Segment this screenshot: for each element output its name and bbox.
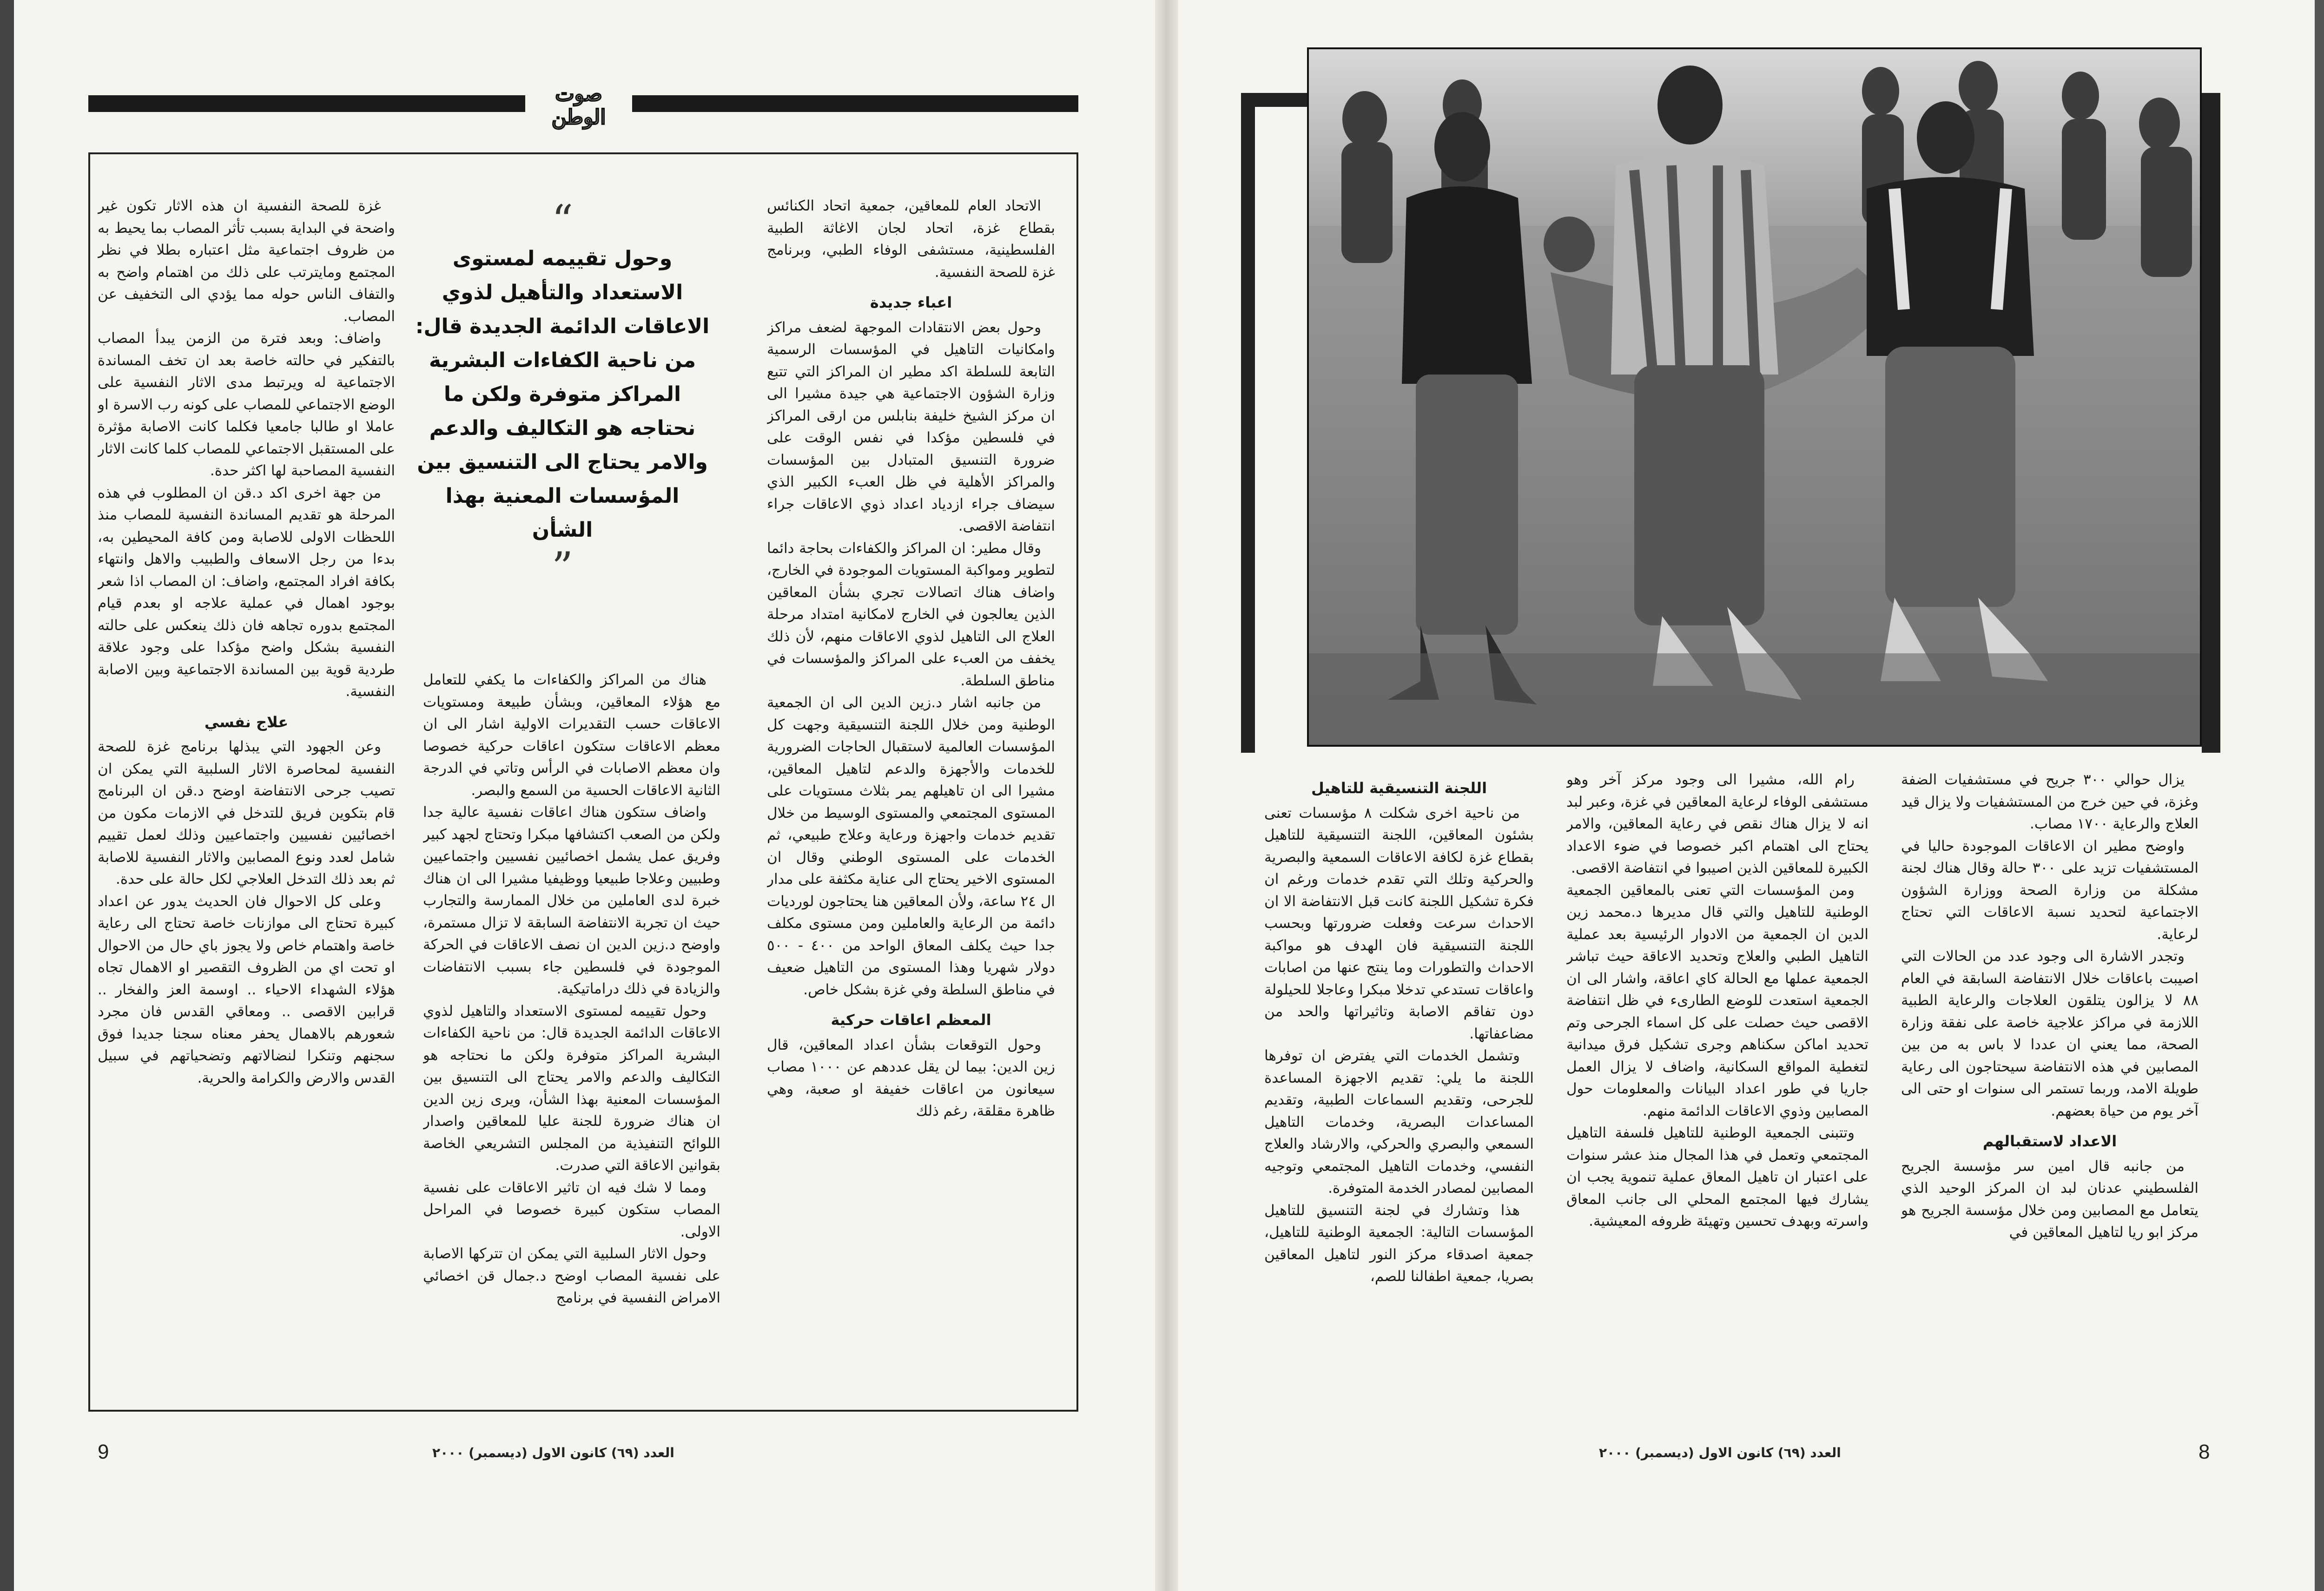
article-paragraph: وحول التوقعات بشأن اعداد المعاقين، قال زين الدين: بيما لن يقل عددهم عن ١٠٠٠ مصاب سيعانون من اعاقات خفيفة او صعبة، وهي ظاهرة مقلقة، رغم ذلك (767, 1036, 1055, 1119)
article-column-middle (423, 669, 720, 1413)
section-subheading: علاج نفسي (204, 713, 289, 731)
article-paragraph: هذا وتشارك في لجنة التنسيق للتاهيل المؤسسات التالية: الجمعية الوطنية للتاهيل، جمعية اصدقاء مركز النور لتاهيل المعاقين بصريا، جمعية اطفالنا للصم، (1264, 1202, 1534, 1285)
article-column-left-right-page (1264, 769, 1534, 1429)
issue-line: العدد (٦٩) كانون الاول (ديسمبر) ٢٠٠٠ (432, 1445, 674, 1460)
section-subheading: اللجنة التنسيقية للتاهيل (1311, 779, 1487, 797)
quote-open-mark: “ (551, 196, 573, 245)
article-paragraph: من ناحية اخرى شكلت ٨ مؤسسات تعنى بشئون المعاقين، اللجنة التنسيقية للتاهيل بقطاع غزة لكافة الاعاقات السمعية والبصرية والحركية وتلك التي تقدم خدمات ورغم ان فكرة تشكيل اللجنة كانت قبل الانتفاضة الا ان الاحداث سرعت وفعلت ضرورتها وبحسب اللجنة التنسيقية فان الهدف هو مواكبة الاحداث والتطورات وما ينتج عنها من اصابات واعاقات تستدعي تدخلا مبكرا وعاجلا للحيلولة دون تفاقم الاصابة وتاثيراتها والحد من مضاعفاتها. (1264, 804, 1534, 1042)
article-paragraph: من جانبه اشار د.زين الدين الى ان الجمعية الوطنية ومن خلال اللجنة التنسيقية وجهت كل المؤسسات العالمية لاستقبال الحاجات الضرورية للخدمات والأجهزة والدعم لتاهيل المعاقين، مشيرا الى ان تاهيلهم يمر بثلاث مستويات على المستوى المجتمعي والمستوى الوسيط من خلال تقديم خدمات واجهزة ورعاية وعلاج طبيعي، ثم الخدمات على المستوى الوطني وقال ان المستوى الاخير يحتاج الى عناية مكثفة على مدار ال ٢٤ ساعة، ولأن المعاقين هنا يحتاجون لورديات دائمة من الرعاية والعاملين ومن مستوى مكلف جدا حيث يكلف المعاق الواحد من ٤٠٠ - ٥٠٠ دولار شهريا وهذا المستوى من التاهيل ضعيف في مناطق السلطة وفي غزة بشكل خاص. (767, 694, 1055, 998)
scan-edge-left (0, 0, 14, 1591)
article-paragraph: رام الله، مشيرا الى وجود مركز آخر وهو مستشفى الوفاء لرعاية المعاقين في غزة، وعبر لبد انه لا يزال هناك نقص في رعاية المعاقين، والامر يحتاج الى اهتمام اكبر خصوصا في ضوء الاعداد الكبيرة للمعاقين الذين اصيبوا في انتفاضة الاقصى. (1566, 771, 1868, 876)
article-paragraph: وتجدر الاشارة الى وجود عدد من الحالات التي اصيبت باعاقات خلال الانتفاضة السابقة في العام ٨٨ لا يزالون يتلقون العلاجات والرعاية الطبية اللازمة في مراكز علاجية خاصة على نفقة وزارة الصحة، مما يعني ان عددا لا باس به من بين المصابين في هذه الانتفاضة سيحتاجون الى رعاية طويلة الامد، وربما تستمر الى سنوات او حتى الى آخر يوم من حياة بعضهم. (1901, 948, 2199, 1119)
article-paragraph: وعن الجهود التي يبذلها برنامج غزة للصحة النفسية لمحاصرة الاثار السلبية التي يمكن ان تصيب جرحى الانتفاضة اوضح د.قن ان البرنامج قام بتكوين فريق للتدخل في الازمات مكون من اخصائيين نفسيين واجتماعيين وذلك لعمل تقييم شامل لعدد ونوع المصابين والاثار النفسية للاصابة ثم بعد ذلك التدخل العلاجي لكل حالة على حدة. (98, 738, 395, 888)
article-paragraph: وتشمل الخدمات التي يفترض ان توفرها اللجنة ما يلي: تقديم الاجهزة المساعدة للجرحى، وتقديم السماعات الطبية، وتقديم المساعدات البصرية، وخدمات التاهيل السمعي والبصري والحركي، والارشاد والعلاج النفسي، وخدمات التاهيل المجتمعي وتوجيه المصابين لمصادر الخدمة المتوفرة. (1264, 1047, 1534, 1197)
issue-line-right: العدد (٦٩) كانون الاول (ديسمبر) ٢٠٠٠ (1599, 1445, 1841, 1460)
article-paragraph: وحول تقييمه لمستوى الاستعداد والتاهيل لذوي الاعاقات الدائمة الجديدة قال: من ناحية الكفاءات البشرية المراكز متوفرة ولكن ما نحتاجه هو التكاليف والدعم والامر يحتاج الى التنسيق بين المؤسسات المعنية بهذا الشأن، ويرى زين الدين ان هناك ضرورة للجنة عليا للمعاقين واصدار اللوائح التنفيذية من المجلس التشريعي الخاصة بقوانين الاعاقة التي صدرت. (423, 1002, 720, 1174)
article-paragraph: هناك من المراكز والكفاءات ما يكفي للتعامل مع هؤلاء المعاقين، وبشأن طبيعة ومستويات الاعاقات حسب التقديرات الاولية اشار الى ان معظم الاعاقات ستكون اعاقات حركية خصوصا وان معظم الاصابات في الرأس وتاتي في الدرجة الثانية الاعاقات الحسية من السمع والبصر. (423, 671, 720, 799)
logo-line-2: الوطن (551, 105, 606, 129)
photo-frame-right (2202, 93, 2220, 753)
article-paragraph: واوضح مطير ان الاعاقات الموجودة حاليا في المستشفيات تزيد على ٣٠٠ حالة وقال هناك لجنة مشكلة من وزارة الصحة ووزارة الشؤون الاجتماعية لتحديد نسبة الاعاقات التي تحتاج لرعاية. (1901, 837, 2199, 943)
article-paragraph: وتتبنى الجمعية الوطنية للتاهيل فلسفة التاهيل المجتمعي وتعمل في هذا المجال منذ عشر سنوات على اعتبار ان تاهيل المعاق عملية تنموية يجب ان يشارك فيها المجتمع المحلي الى جانب المعاق واسرته وبهدف تحسين وتهيئة ظروفه المعيشية. (1566, 1124, 1868, 1229)
section-subheading: المعظم اعاقات حركية (831, 1011, 991, 1029)
page-number-right: 8 (2199, 1440, 2210, 1463)
photo-frame-left (1241, 93, 1255, 753)
scan-edge-right (2315, 0, 2324, 1591)
quote-close-mark: ” (551, 543, 573, 592)
photo-image (1309, 49, 2200, 745)
page-number: 9 (98, 1440, 109, 1463)
article-paragraph: غزة للصحة النفسية ان هذه الاثار تكون غير واضحة في البداية بسبب تأثر المصاب بما يحيط به من ظروف اجتماعية مثل اعتباره بطلا في نظر المجتمع ومايترتب على ذلك من اهتمام واضح به والتفاف الناس حوله مما يؤدي الى التخفيف عن المصاب. (98, 197, 395, 325)
magazine-logo (525, 78, 632, 134)
article-column-right (767, 195, 1055, 1413)
article-paragraph: من جهة اخرى اكد د.قن ان المطلوب في هذه المرحلة هو تقديم المساندة النفسية للمصاب منذ اللحظات الاولى للاصابة ومن كافة المحيطين به، بدءا من رجل الاسعاف والطبيب والاهل وانتهاء بكافة افراد المجتمع، واضاف: ان المصاب اذا شعر بوجود اهمال في عملية علاجه او بعدم قيام المجتمع بدوره تجاهه فان ذلك ينعكس على حالته النفسية بشكل واضح مؤكدا على وجود علاقة طردية قوية بين المساندة الاجتماعية وبين الاصابة النفسية. (98, 484, 395, 700)
article-paragraph: وحول بعض الانتقادات الموجهة لضعف مراكز وامكانيات التاهيل في المؤسسات الرسمية التابعة للسلطة اكد مطير ان المراكز التي تتبع وزارة الشؤون الاجتماعية هي جيدة مشيرا الى ان مركز الشيخ خليفة بنابلس من ارقى المراكز في فلسطين مؤكدا في نفس الوقت على ضرورة التنسيق المتبادل بين المؤسسات والمراكز الأهلية في ظل العبء الكبير الذي سيضاف جراء ازدياد اعداد ذوي الاعاقات جراء انتفاضة الاقصى. (767, 319, 1055, 534)
section-subheading: الاعداد لاستقبالهم (1982, 1132, 2117, 1150)
article-paragraph: واضاف ستكون هناك اعاقات نفسية عالية جدا ولكن من الصعب اكتشافها مبكرا وتحتاج لجهد كبير وفريق عمل يشمل اخصائيين نفسيين واجتماعيين وطبيين وعلاجا طبيعيا ووظيفيا مشيرا الى ان هناك خبرة لدى العاملين من خلال الممارسة والتجارب حيث ان تجربة الانتفاضة السابقة لا تزال مستمرة، واوضح د.زين الدين ان نصف الاعاقات في الحركة الموجودة في فلسطين جاء بسبب الانتفاضات والزيادة في ذلك دراماتيكية. (423, 804, 720, 997)
article-paragraph: يزال حوالي ٣٠٠ جريح في مستشفيات الضفة وغزة، في حين خرج من المستشفيات ولا يزال قيد العلاج والرعاية ١٧٠٠ مصاب. (1901, 771, 2199, 832)
logo-line-1: صوت (555, 82, 602, 106)
pull-quote (414, 196, 711, 664)
article-column-left (98, 195, 395, 1413)
left-page (14, 0, 1155, 1591)
section-subheading: اعباء جديدة (870, 294, 952, 311)
article-column-right-right-page (1901, 769, 2199, 1429)
article-paragraph: وحول الاثار السلبية التي يمكن ان تتركها الاصابة على نفسية المصاب اوضح د.جمال قن اخصائي الامراض النفسية في برنامج (423, 1245, 720, 1306)
article-paragraph: الاتحاد العام للمعاقين، جمعية اتحاد الكنائس بقطاع غزة، اتحاد لجان الاغاثة الطبية الفلسطينية، مستشفى الوفاء الطبي، وبرنامج غزة للصحة النفسية. (767, 197, 1055, 281)
article-column-middle-right-page (1566, 769, 1868, 1429)
article-paragraph: من جانبه قال امين سر مؤسسة الجريح الفلسطيني عدنان لبد ان المركز الوحيد الذي يتعامل مع المصابين ومن خلال مؤسسة الجريح هو مركز ابو ريا لتاهيل المعاقين في (1901, 1157, 2199, 1241)
pull-quote-text: وحول تقييمه لمستوى الاستعداد والتأهيل لذوي الاعاقات الدائمة الجديدة قال: من ناحية الكفاءات البشرية المراكز متوفرة ولكن ما نحتاجه هو التكاليف والدعم والامر يحتاج الى التنسيق بين المؤسسات المعنية بهذا الشأن (415, 247, 710, 542)
spine-gutter (1155, 0, 1178, 1591)
article-paragraph: وقال مطير: ان المراكز والكفاءات بحاجة دائما لتطوير ومواكبة المستويات الموجودة في الخارج، واضاف هناك اتصالات تجري بشأن المعاقين الذين يعالجون في الخارج لامكانية امتداد مرحلة العلاج الى التاهيل لذوي الاعاقات منهم، لأن ذلك يخفف من العبء على المراكز والمؤسسات في مناطق السلطة. (767, 539, 1055, 689)
article-paragraph: ومما لا شك فيه ان تاثير الاعاقات على نفسية المصاب ستكون كبيرة خصوصا في المراحل الاولى. (423, 1179, 720, 1240)
article-paragraph: ومن المؤسسات التي تعنى بالمعاقين الجمعية الوطنية للتاهيل والتي قال مديرها د.محمد زين الدين ان الجمعية من الادوار الرئيسية بعد عملية التاهيل الطبي والعلاج وتحديد الاعاقة حيث تباشر الجمعية عملها مع الحالة كاي اعاقة، واشار الى ان الجمعية استعدت للوضع الطارىء في ظل انتفاضة الاقصى حيث حصلت على كل اسماء الجرحى وتم تحديد اماكن سكناهم وجرى تشكيل فرق ميدانية لتغطية المواقع السكانية، واضاف لا يزال العمل جاريا في طور اعداد البيانات والمعلومات حول المصابين وذوي الاعاقات الدائمة منهم. (1566, 881, 1868, 1119)
article-paragraph: وعلى كل الاحوال فان الحديث يدور عن اعداد كبيرة تحتاج الى موازنات خاصة تحتاج الى رعاية خاصة واهتمام خاص ولا يجوز باي حال من الاحوال او تحت اي من الظروف التقصير او الاهمال تجاه هؤلاء الشهداء الاحياء .. اوسمة العز والفخار .. قرابين الاقصى .. ومعاقي القدس فان مجرد شعورهم بالاهمال يحفر معناه سجنا جديدا فوق سجنهم وتنكرا لنضالاتهم وتضحياتهم في سبيل القدس والارض والكرامة والحرية. (98, 893, 395, 1086)
news-photo (1307, 47, 2202, 747)
article-paragraph: واضاف: وبعد فترة من الزمن يبدأ المصاب بالتفكير في حالته خاصة بعد ان تخف المساندة الاجتماعية له ويرتبط مدى الاثار النفسية على الوضع الاجتماعي للمصاب على كونه رب الاسرة او عاملا او طالبا جامعيا فكلما كانت الاصابة مؤثرة على المستقبل الاجتماعي للمصاب كلما كانت الاثار النفسية المصاحبة لها اكثر حدة. (98, 330, 395, 479)
